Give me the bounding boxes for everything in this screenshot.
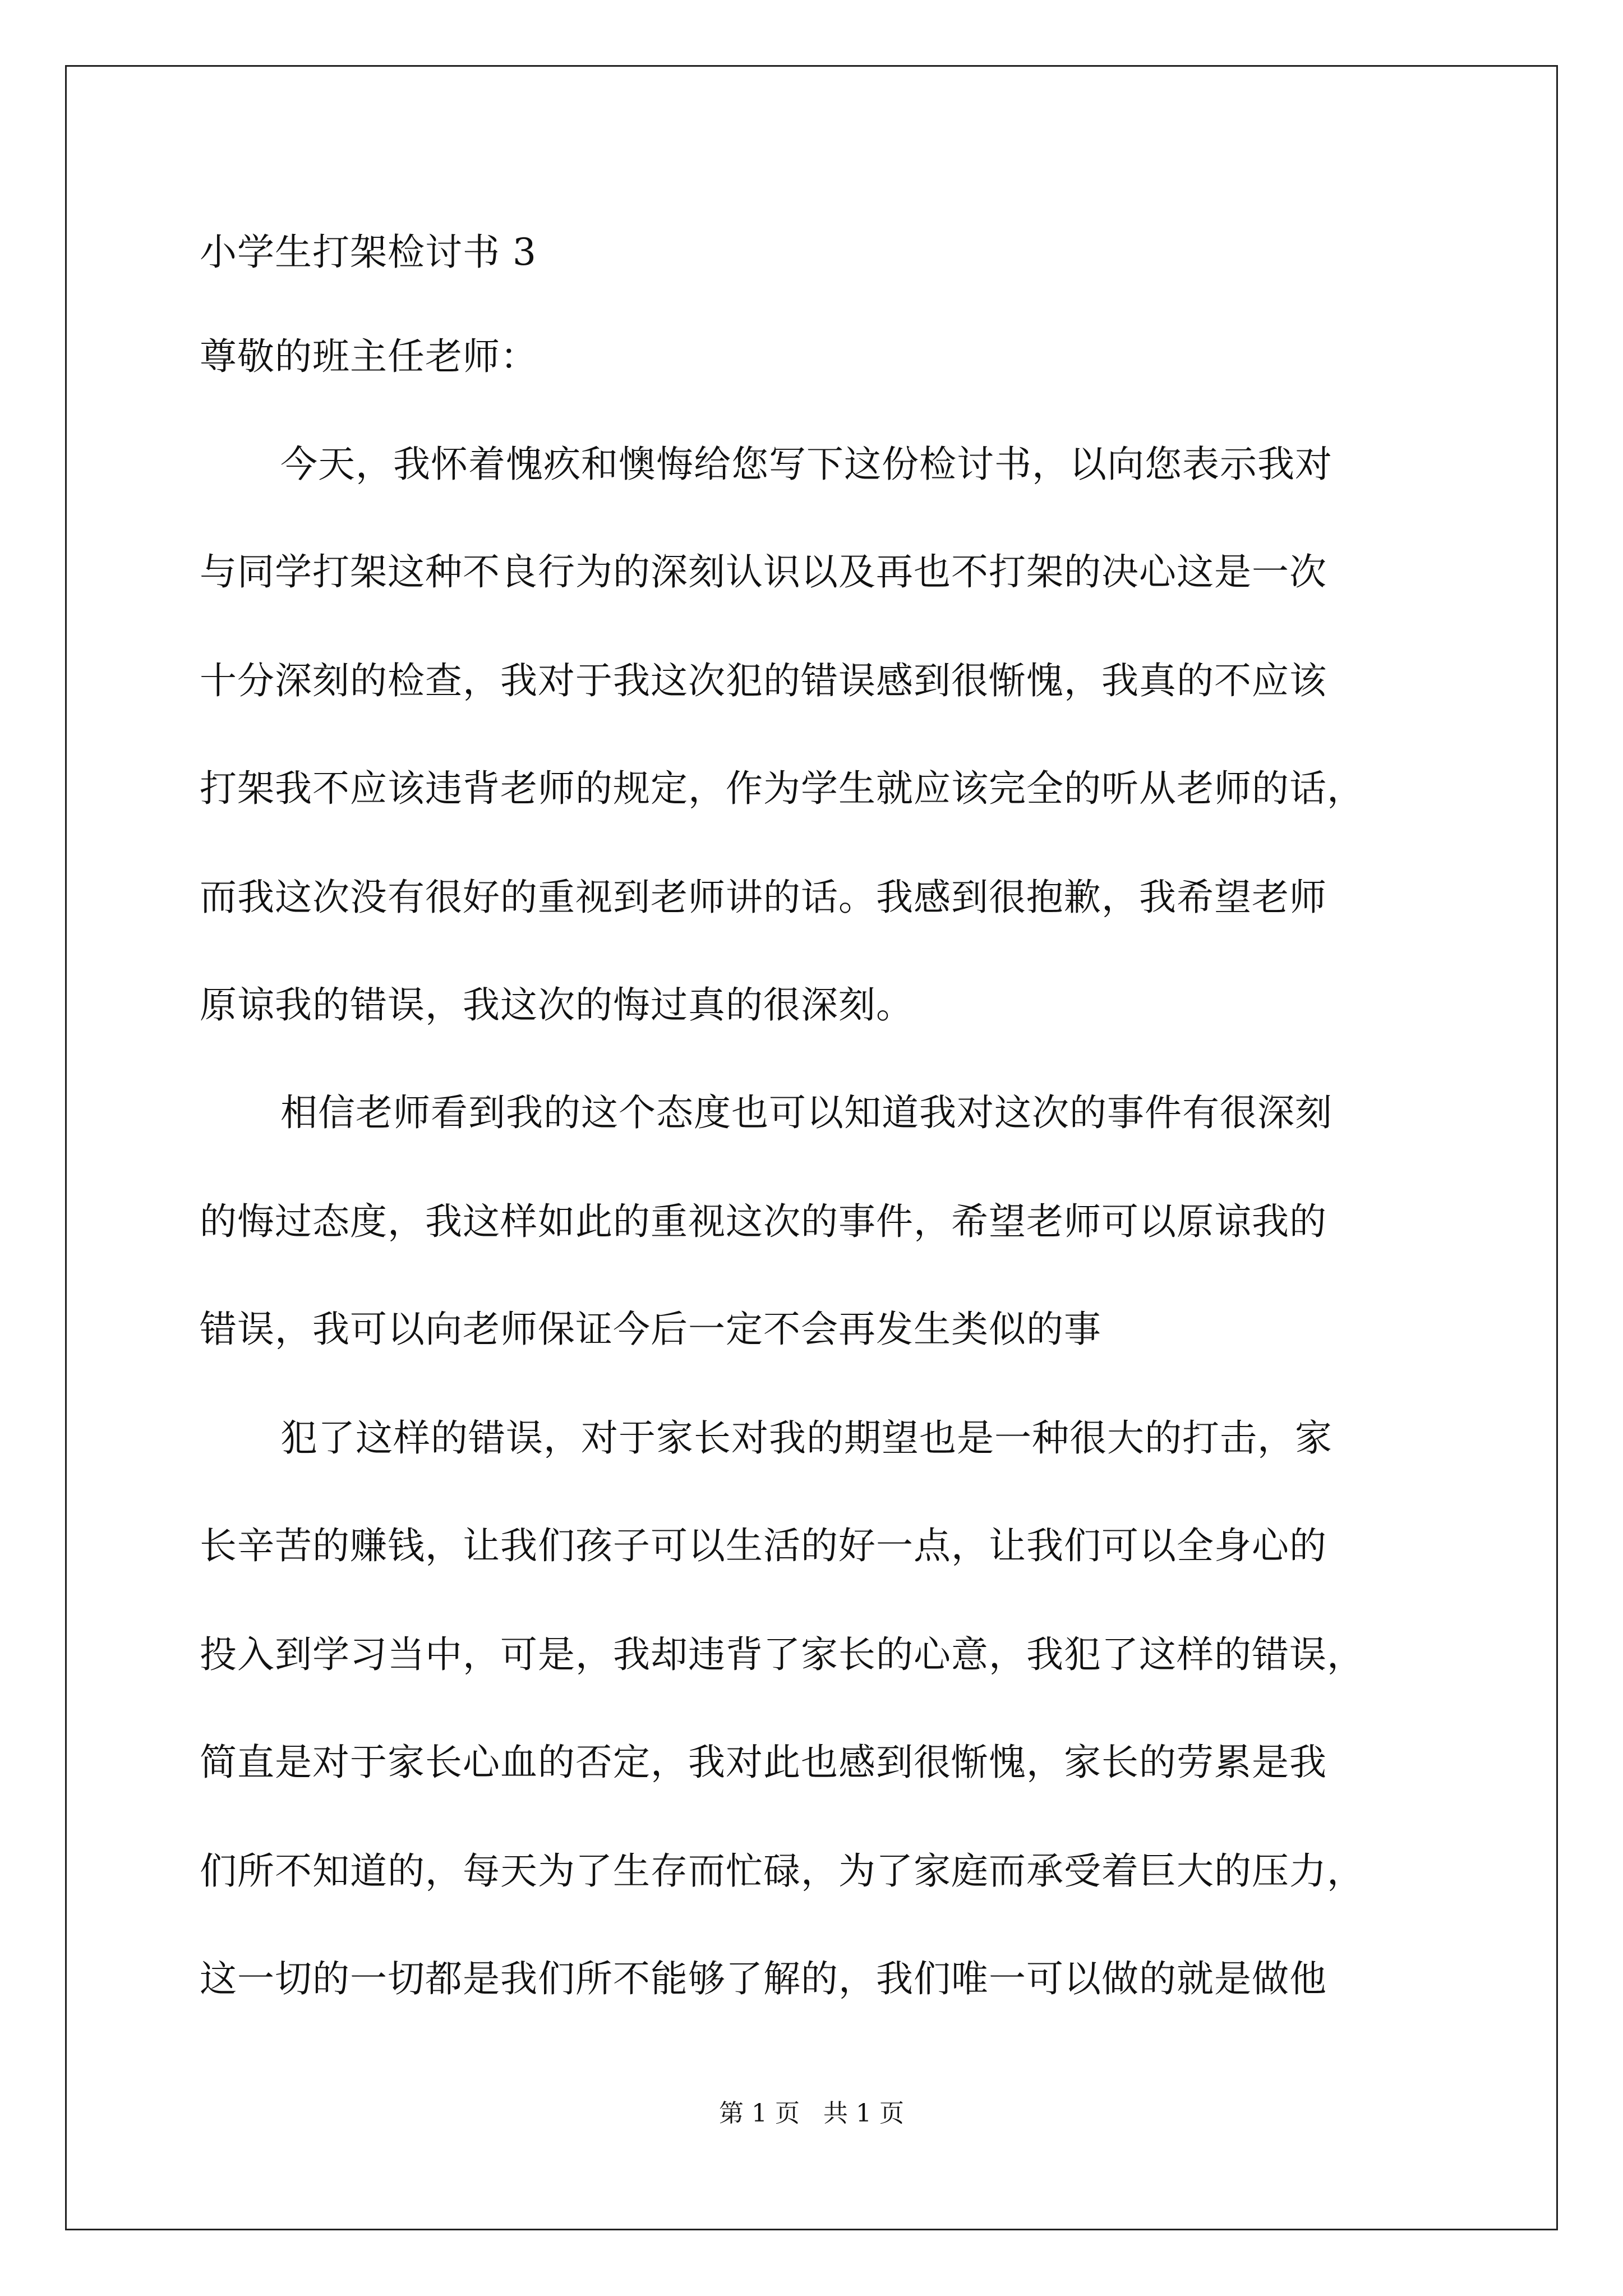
body-line: 十分深刻的检查，我对于我这次犯的错误感到很惭愧，我真的不应该 — [200, 659, 1327, 702]
body-line: 长辛苦的赚钱，让我们孩子可以生活的好一点，让我们可以全身心的 — [200, 1524, 1327, 1567]
body-line: 的悔过态度，我这样如此的重视这次的事件，希望老师可以原谅我的 — [200, 1200, 1327, 1243]
document-title: 小学生打架检讨书 3 — [200, 231, 537, 274]
body-line: 这一切的一切都是我们所不能够了解的，我们唯一可以做的就是做他 — [200, 1957, 1327, 2000]
body-line: 相信老师看到我的这个态度也可以知道我对这次的事件有很深刻 — [280, 1091, 1332, 1134]
body-line: 今天，我怀着愧疚和懊悔给您写下这份检讨书，以向您表示我对 — [280, 443, 1332, 486]
body-line: 与同学打架这种不良行为的深刻认识以及再也不打架的决心这是一次 — [200, 550, 1327, 593]
page-border — [65, 65, 1558, 2230]
body-line: 错误，我可以向老师保证今后一定不会再发生类似的事 — [200, 1308, 1101, 1351]
body-line: 简直是对于家长心血的否定，我对此也感到很惭愧，家长的劳累是我 — [200, 1741, 1327, 1784]
body-line: 而我这次没有很好的重视到老师讲的话。我感到很抱歉，我希望老师 — [200, 876, 1327, 919]
body-line: 原谅我的错误，我这次的悔过真的很深刻。 — [200, 983, 914, 1027]
page-number-footer: 第 1 页 共 1 页 — [719, 2099, 904, 2128]
body-line: 犯了这样的错误，对于家长对我的期望也是一种很大的打击，家 — [280, 1416, 1332, 1460]
salutation: 尊敬的班主任老师： — [200, 335, 538, 378]
body-line: 们所不知道的，每天为了生存而忙碌，为了家庭而承受着巨大的压力， — [200, 1849, 1364, 1893]
body-line: 投入到学习当中，可是，我却违背了家长的心意，我犯了这样的错误， — [200, 1633, 1364, 1676]
body-line: 打架我不应该违背老师的规定，作为学生就应该完全的听从老师的话， — [200, 767, 1364, 810]
